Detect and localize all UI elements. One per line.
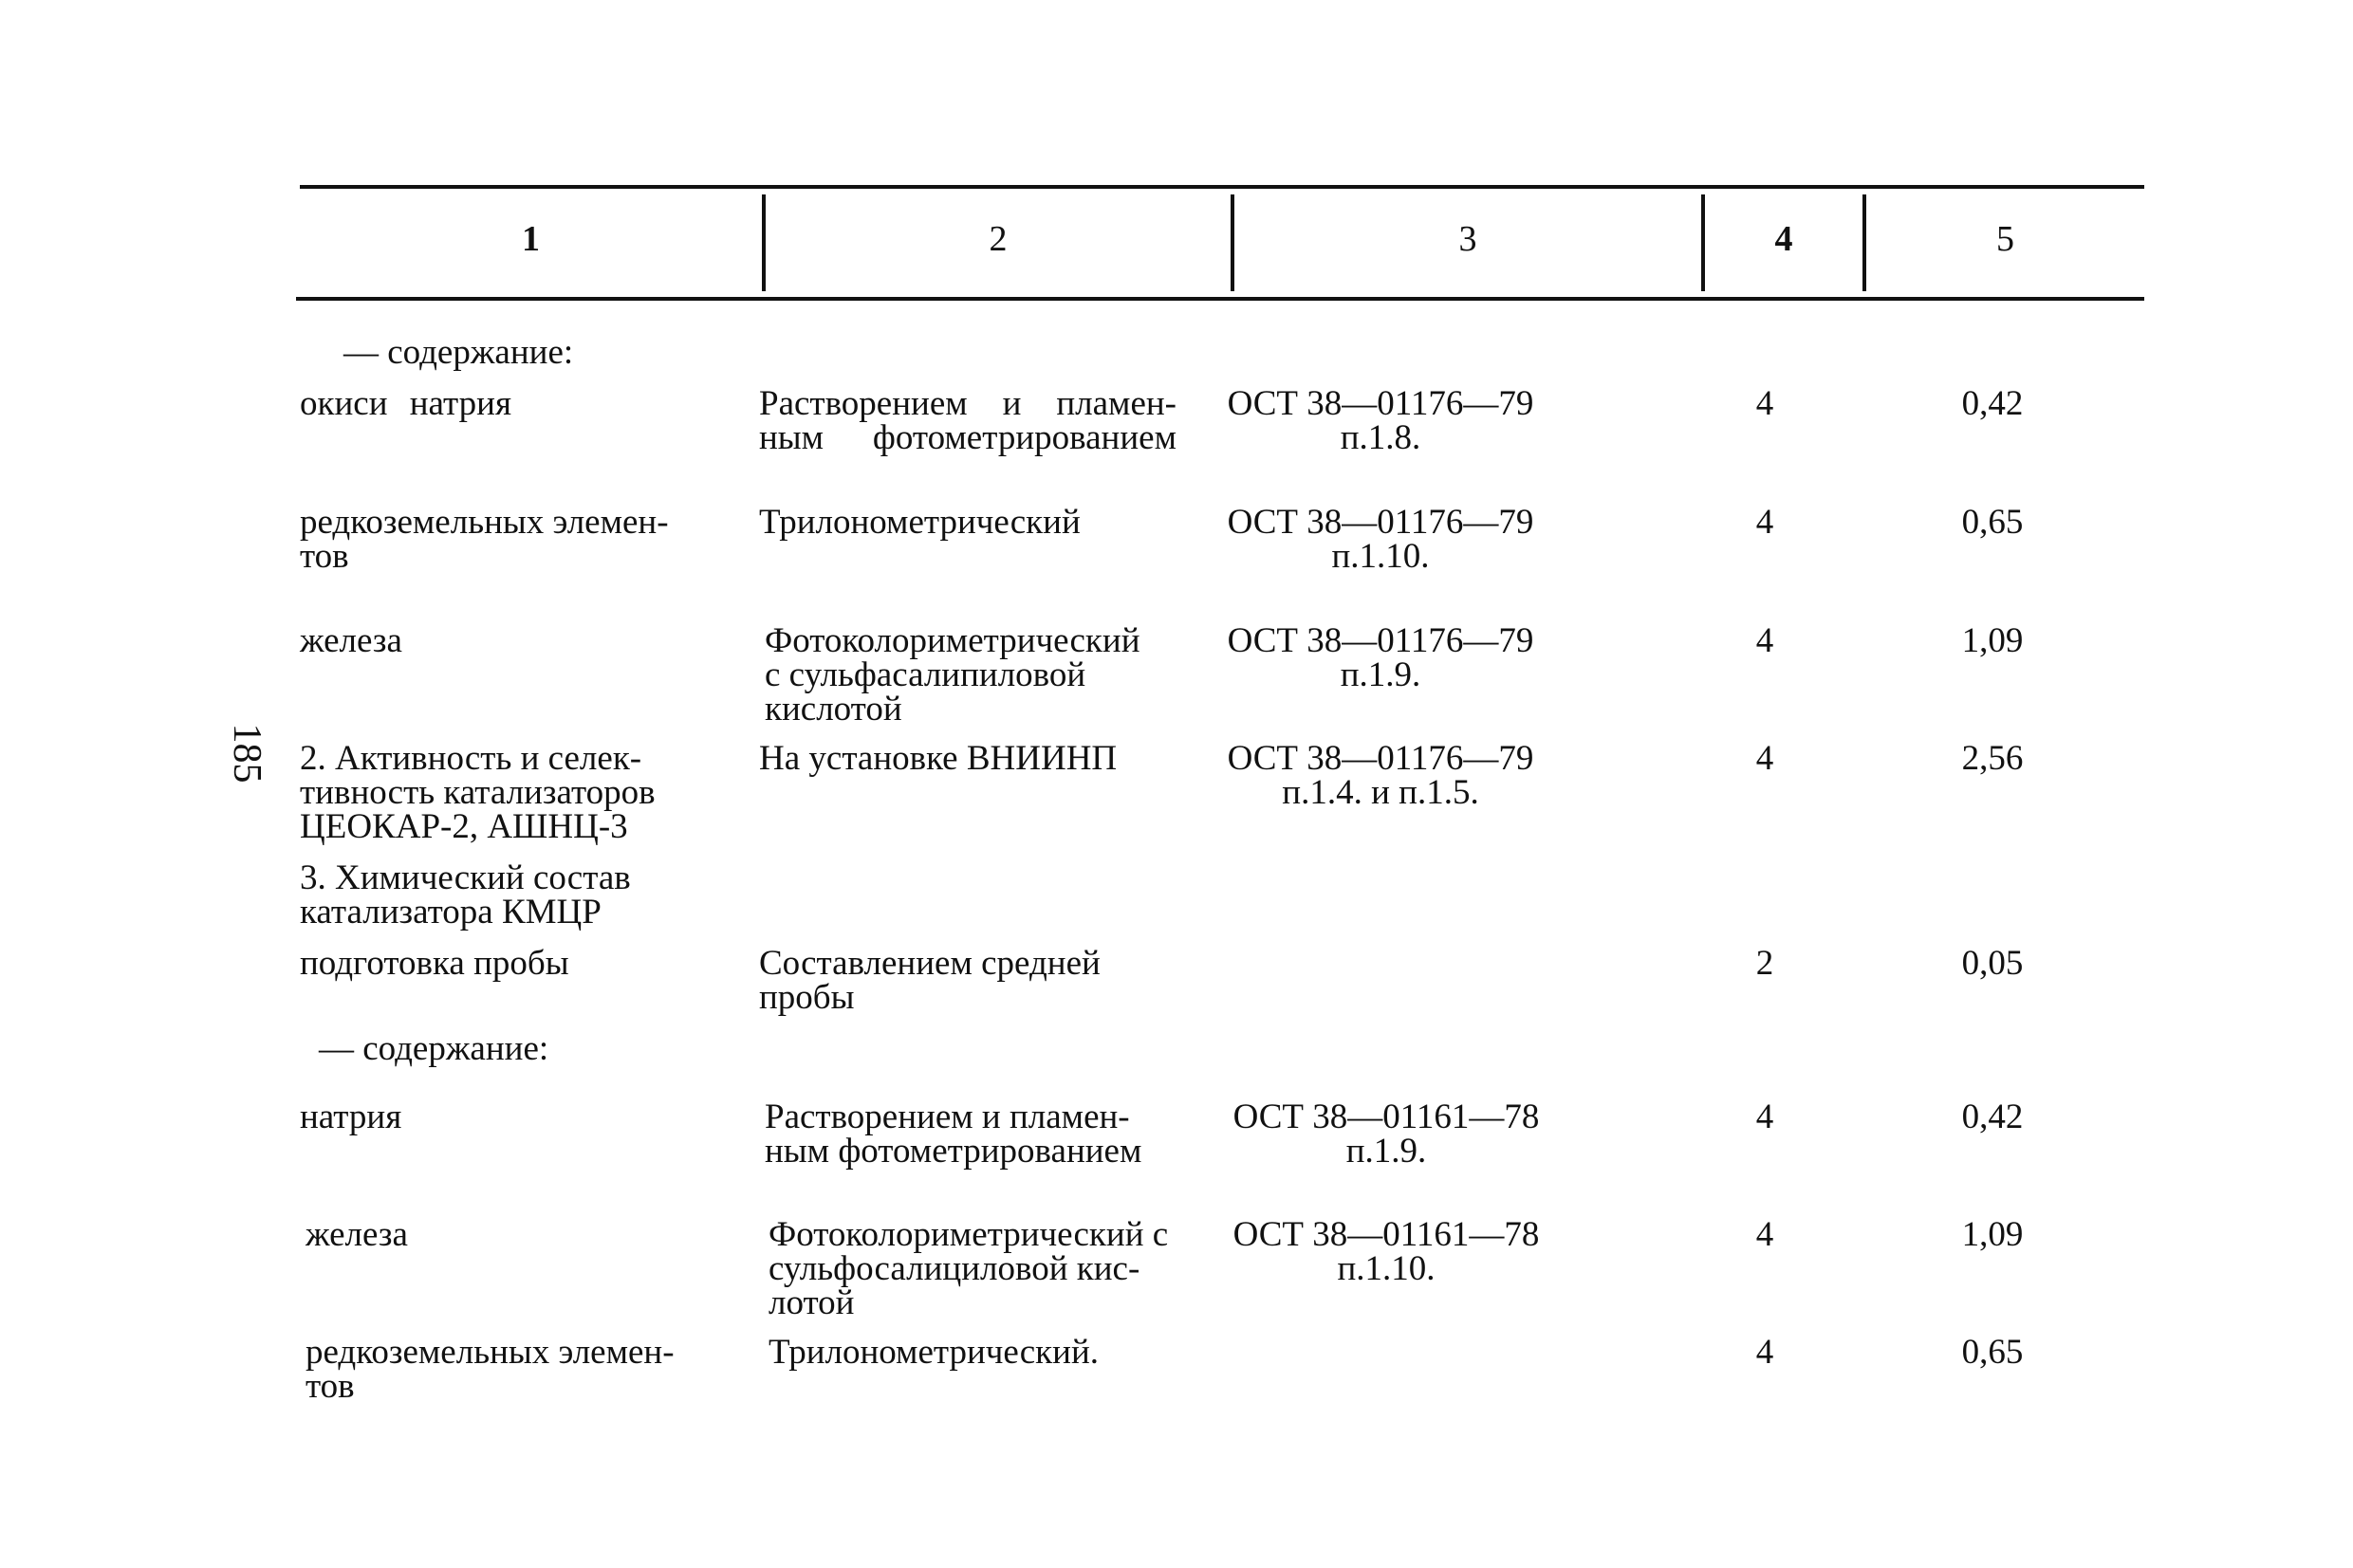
row-2-indicator: редкоземельных элемен- тов — [300, 503, 669, 576]
row-8-col5: 0,42 — [1961, 1098, 2024, 1136]
row-1-col4: 4 — [1755, 384, 1774, 423]
row-2-standard: ОСТ 38—01176—79 п.1.10. — [1227, 503, 1534, 576]
row-8-indicator: натрия — [300, 1098, 402, 1136]
row-4-col5: 2,56 — [1961, 739, 2024, 778]
row-9-col4: 4 — [1755, 1215, 1774, 1254]
row-3-standard: ОСТ 38—01176—79 п.1.9. — [1227, 621, 1534, 694]
row-3-col5: 1,09 — [1961, 621, 2024, 660]
row-8-standard: ОСТ 38—01161—78 п.1.9. — [1232, 1098, 1540, 1171]
page-number: 185 — [225, 723, 269, 784]
row-9-col5: 1,09 — [1961, 1215, 2024, 1254]
row-4-indicator: 2. Активность и селек- тивность катализаторов ЦЕОКАР-2, АШНЦ-3 — [300, 739, 656, 846]
row-3-indicator: железа — [300, 621, 402, 660]
row-4-standard: ОСТ 38—01176—79 п.1.4. и п.1.5. — [1227, 739, 1534, 812]
header-col-4: 4 — [1774, 219, 1793, 259]
row-3-col4: 4 — [1755, 621, 1774, 660]
row-10-method: Трилонометрический. — [769, 1333, 1100, 1372]
row-10-indicator: редкоземельных элемен- тов — [306, 1333, 675, 1406]
row-1-indicator: окиси натрия — [300, 384, 511, 423]
row-4-method: На установке ВНИИНП — [759, 739, 1118, 778]
row-10-col5: 0,65 — [1961, 1333, 2024, 1372]
table-top-rule — [300, 185, 2144, 189]
table-header-bottom-rule — [296, 297, 2144, 301]
row-10-col4: 4 — [1755, 1333, 1774, 1372]
row-6-col5: 0,05 — [1961, 944, 2024, 983]
row-9-method: Фотоколориметрический с сульфосалициловой кис- лотой — [769, 1215, 1169, 1322]
row-9-standard: ОСТ 38—01161—78 п.1.10. — [1232, 1215, 1540, 1288]
row-5-indicator: 3. Химический состав катализатора КМЦР — [300, 858, 631, 932]
row-8-col4: 4 — [1755, 1098, 1774, 1136]
row-8-method: Растворением и пламен- ным фотометрированием — [765, 1098, 1142, 1171]
header-col-1: 1 — [522, 219, 540, 259]
row-9-indicator: железа — [306, 1215, 408, 1254]
row-4-col4: 4 — [1755, 739, 1774, 778]
row-1-col5: 0,42 — [1961, 384, 2024, 423]
row-2-method: Трилонометрический — [759, 503, 1081, 542]
row-6-method: Составлением средней пробы — [759, 944, 1101, 1017]
header-col-3: 3 — [1458, 219, 1477, 259]
header-col-5: 5 — [1996, 219, 2014, 259]
row-6-col4: 2 — [1755, 944, 1774, 983]
row-1-standard: ОСТ 38—01176—79 п.1.8. — [1227, 384, 1534, 457]
row-2-col4: 4 — [1755, 503, 1774, 542]
row-3-method: Фотоколориметрический с сульфасалипиловой кислотой — [765, 621, 1140, 729]
row-7-indicator: — содержание: — [319, 1029, 549, 1068]
row-2-col5: 0,65 — [1961, 503, 2024, 542]
header-col-2: 2 — [989, 219, 1008, 259]
row-1-method: Растворением и пламен- ным фотометрированием — [759, 384, 1176, 457]
row-6-indicator: подготовка пробы — [300, 944, 569, 983]
row-0-indicator: — содержание: — [343, 333, 574, 372]
